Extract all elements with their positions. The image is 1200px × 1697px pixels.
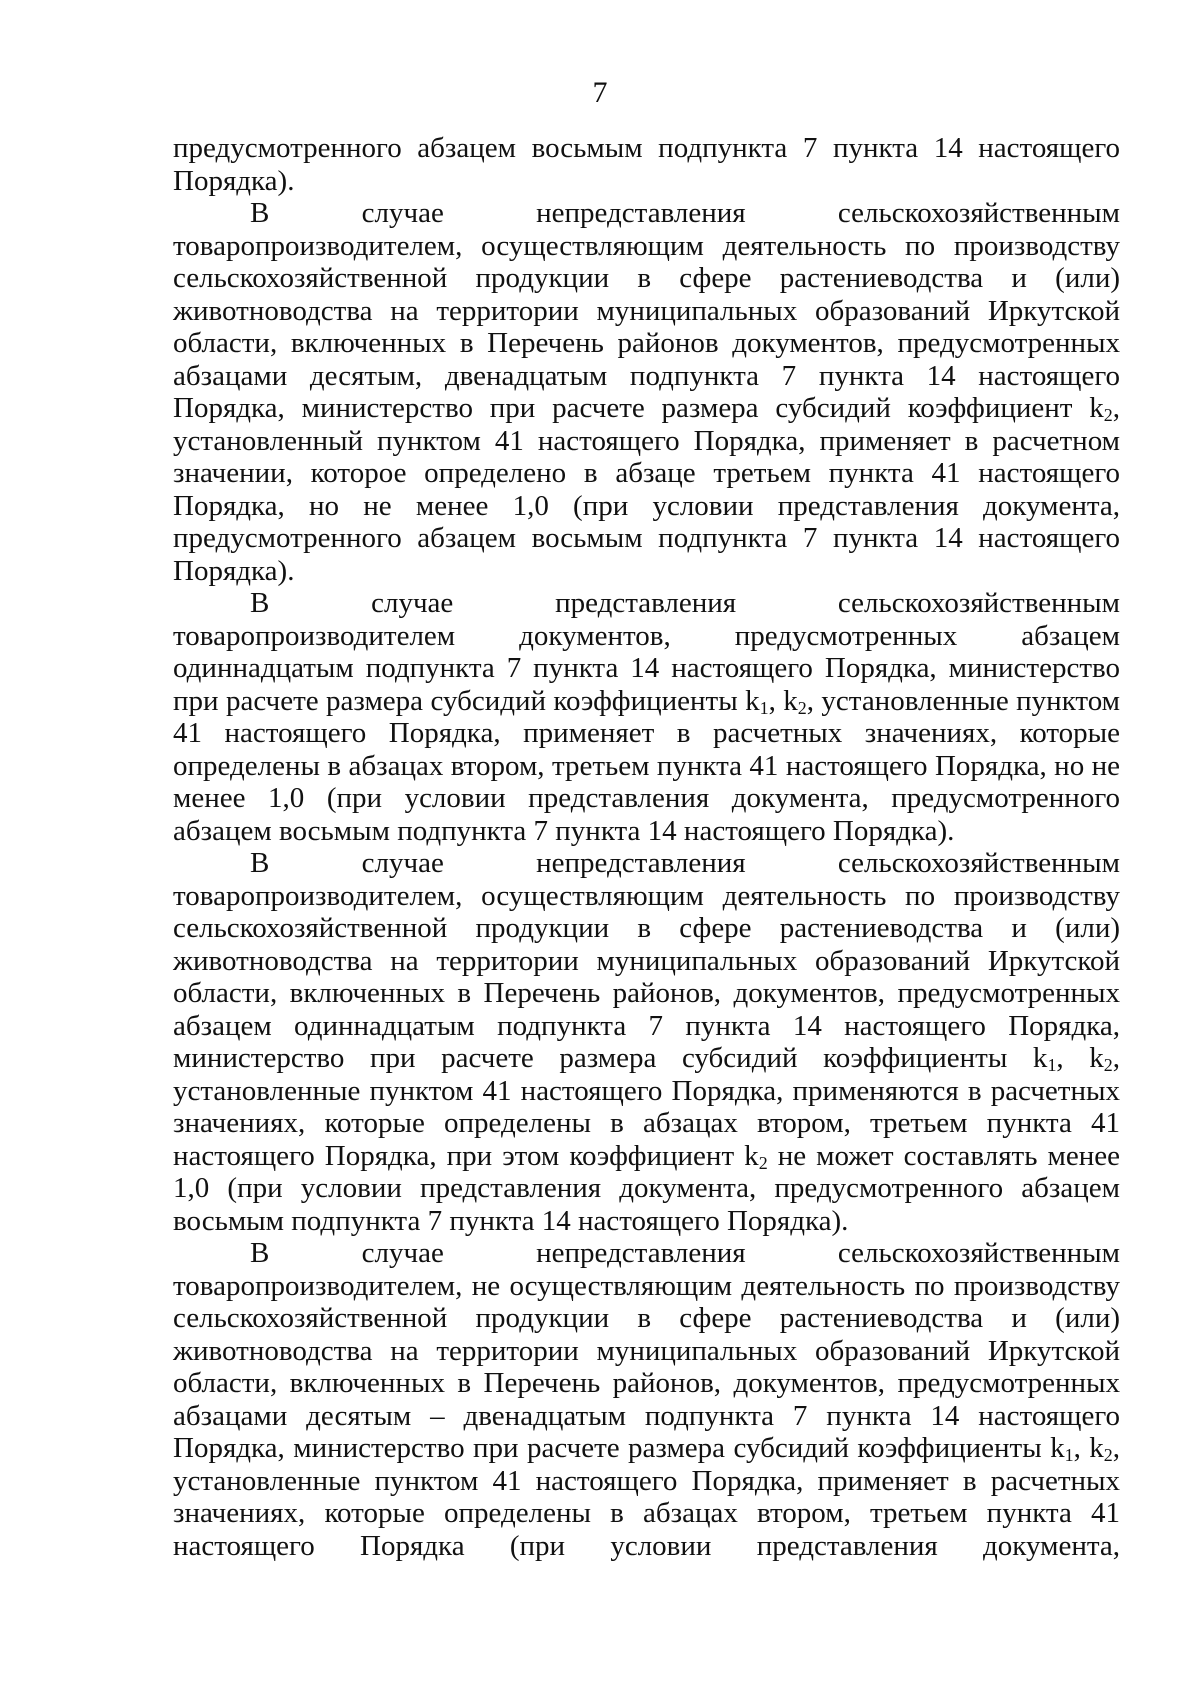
paragraph-text: не может составлять менее 1,0 (при условии представления документа, предусмотренного абзацем восьмым подпункта 7 пункта 14 настоящего Порядка). [173, 1139, 1120, 1237]
paragraph-text: В случае представления сельскохозяйственным товаропроизводителем документов, предусмотренных абзацем одиннадцатым подпункта 7 пункта 14 настоящего Порядка, министерство при расчете размера субсидий коэффициенты k [173, 587, 1120, 717]
page-number: 7 [592, 76, 608, 109]
paragraph-text: В случае непредставления сельскохозяйственным товаропроизводителем, осуществляющим деятельность по производству сельскохозяйственной продукции в сфере растениеводства и (или) животноводства на территории муниципальных образований Иркутской области, включенных в Перечень районов документов, предусмотренных абзацами десятым, двенадцатым подпункта 7 пункта 14 настоящего Порядка, министерство при расчете размера субсидий коэффициент k [173, 197, 1120, 424]
paragraph [173, 197, 1120, 587]
coefficient-subscript: 2 [1103, 404, 1113, 425]
paragraph-text: , k [1056, 1042, 1104, 1074]
coefficient-subscript: 2 [797, 697, 807, 718]
paragraph [173, 1237, 1120, 1562]
paragraph-text: В случае непредставления сельскохозяйственным товаропроизводителем, осуществляющим деятельность по производству сельскохозяйственной продукции в сфере растениеводства и (или) животноводства на территории муниципальных образований Иркутской области, включенных в Перечень районов, документов, предусмотренных абзацем одиннадцатым подпункта 7 пункта 14 настоящего Порядка, министерство при расчете размера субсидий коэффициенты k [173, 847, 1120, 1074]
coefficient-subscript: 1 [759, 697, 769, 718]
paragraph-text: , установленные пунктом 41 настоящего Порядка, применяются в расчетных значениях, которые определены в абзацах втором, третьем пункта 41 настоящего Порядка, при этом коэффициент k [173, 1042, 1120, 1172]
paragraph-text: , установленные пунктом 41 настоящего Порядка, применяет в расчетных значениях, которые определены в абзацах втором, третьем пункта 41 настоящего Порядка (при условии представления документа, [173, 1432, 1121, 1562]
paragraph [173, 587, 1120, 847]
paragraph-text: , k [1073, 1432, 1104, 1464]
paragraph-text: , k [768, 684, 798, 717]
coefficient-subscript: 2 [1103, 1444, 1113, 1465]
paragraph [173, 132, 1120, 197]
paragraph-text: предусмотренного абзацем восьмым подпункта 7 пункта 14 настоящего Порядка). [173, 132, 1120, 197]
coefficient-subscript: 1 [1047, 1054, 1057, 1075]
document-body [173, 132, 1120, 1562]
paragraph [173, 847, 1120, 1237]
paragraph-text: , установленные пунктом 41 настоящего Порядка, применяет в расчетных значениях, которые определены в абзацах втором, третьем пункта 41 настоящего Порядка, но не менее 1,0 (при условии представления документа, предусмотренного абзацем восьмым подпункта 7 пункта 14 настоящего Порядка). [173, 684, 1121, 847]
coefficient-subscript: 2 [758, 1152, 768, 1173]
coefficient-subscript: 2 [1103, 1054, 1113, 1075]
paragraph-text: , установленный пунктом 41 настоящего Порядка, применяет в расчетном значении, которое определено в абзаце третьем пункта 41 настоящего Порядка, но не менее 1,0 (при условии представления документа, предусмотренного абзацем восьмым подпункта 7 пункта 14 настоящего Порядка). [173, 392, 1120, 587]
paragraph-text: В случае непредставления сельскохозяйственным товаропроизводителем, не осуществляющим деятельность по производству сельскохозяйственной продукции в сфере растениеводства и (или) животноводства на территории муниципальных образований Иркутской области, включенных в Перечень районов, документов, предусмотренных абзацами десятым – двенадцатым подпункта 7 пункта 14 настоящего Порядка, министерство при расчете размера субсидий коэффициенты k [173, 1237, 1120, 1464]
coefficient-subscript: 1 [1064, 1444, 1074, 1465]
